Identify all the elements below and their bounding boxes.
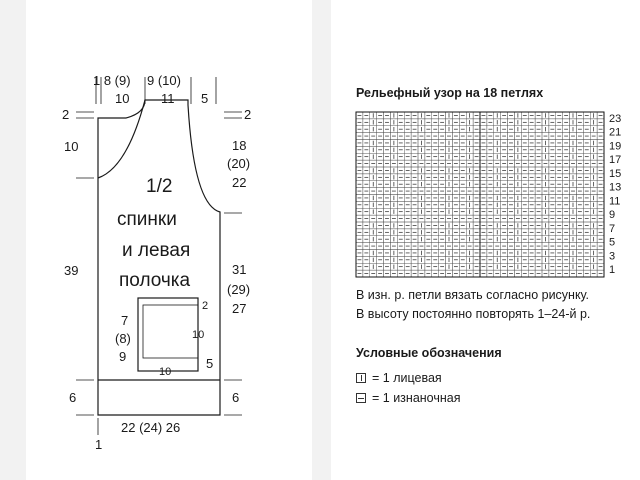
- row-number-labels: [609, 113, 621, 276]
- top-label-b: 9 (10): [147, 73, 181, 88]
- neckline-curve: [98, 100, 145, 178]
- pocket-top-label: 2: [202, 300, 209, 312]
- pocket-outline: [138, 298, 198, 371]
- row-number-7: 7: [609, 222, 616, 235]
- right-label-top: 2: [244, 107, 252, 122]
- right-label-side-1: 31: [232, 262, 247, 277]
- right-label-armhole-2: (20): [227, 156, 251, 171]
- top-label-c: 10: [115, 91, 130, 106]
- row-number-5: 5: [609, 236, 616, 249]
- legend-title: Условные обозначения: [356, 346, 502, 360]
- row-number-17: 17: [609, 154, 622, 167]
- center-label-line-4: полочка: [119, 270, 191, 291]
- row-number-13: 13: [609, 181, 622, 194]
- left-label-foot: 1: [95, 437, 103, 452]
- pocket-height-2: (8): [115, 331, 131, 346]
- center-label-line-1: 1/2: [146, 176, 173, 197]
- top-label-d: 11: [161, 91, 175, 106]
- stitch-grid: [356, 112, 604, 277]
- note-line-2: В высоту постоянно повторять 1–24-й р.: [356, 307, 591, 321]
- left-label-top: 2: [62, 107, 70, 122]
- garment-schematic: [26, 0, 312, 480]
- row-number-21: 21: [609, 126, 622, 139]
- pocket-height-3: 9: [119, 349, 127, 364]
- center-label-line-2: спинки: [117, 209, 177, 230]
- pocket-width-label: 10: [159, 366, 172, 378]
- row-number-23: 23: [609, 112, 622, 125]
- bottom-width-label: 22 (24) 26: [121, 420, 181, 435]
- legend-knit-label: = 1 лицевая: [372, 371, 442, 385]
- row-number-9: 9: [609, 209, 616, 222]
- left-label-neck: 10: [64, 139, 79, 154]
- knit-symbol-icon: [356, 373, 366, 383]
- right-label-side-2: (29): [227, 282, 251, 297]
- right-label-armhole-3: 22: [232, 175, 247, 190]
- pocket-height-1: 7: [121, 313, 129, 328]
- legend-knit-row: [356, 371, 442, 385]
- legend-purl-label: = 1 изнаночная: [372, 391, 461, 405]
- chart-panel: [331, 0, 640, 480]
- row-number-3: 3: [609, 250, 616, 263]
- chart-title: Рельефный узор на 18 петлях: [356, 86, 544, 100]
- stitch-chart: [331, 0, 640, 480]
- note-line-1: В изн. р. петли вязать согласно рисунку.: [356, 288, 590, 302]
- top-label-a: 1 8 (9): [93, 73, 131, 88]
- center-label-line-3: и левая: [122, 240, 191, 261]
- row-number-19: 19: [609, 140, 622, 153]
- left-label-body: 39: [64, 263, 79, 278]
- row-number-1: 1: [609, 264, 616, 277]
- right-label-bottom: 6: [232, 390, 240, 405]
- pocket-inner: [143, 305, 198, 358]
- pocket-side-label: 10: [192, 329, 205, 341]
- pocket-bottom-label: 5: [206, 356, 214, 371]
- legend-purl-row: [356, 391, 460, 405]
- row-number-11: 11: [609, 195, 621, 208]
- top-label-e: 5: [201, 91, 209, 106]
- purl-symbol-icon: [356, 393, 366, 403]
- row-number-15: 15: [609, 167, 622, 180]
- right-label-side-3: 27: [232, 301, 247, 316]
- right-label-armhole-1: 18: [232, 138, 247, 153]
- schematic-panel: [26, 0, 312, 480]
- left-label-bottom: 6: [69, 390, 77, 405]
